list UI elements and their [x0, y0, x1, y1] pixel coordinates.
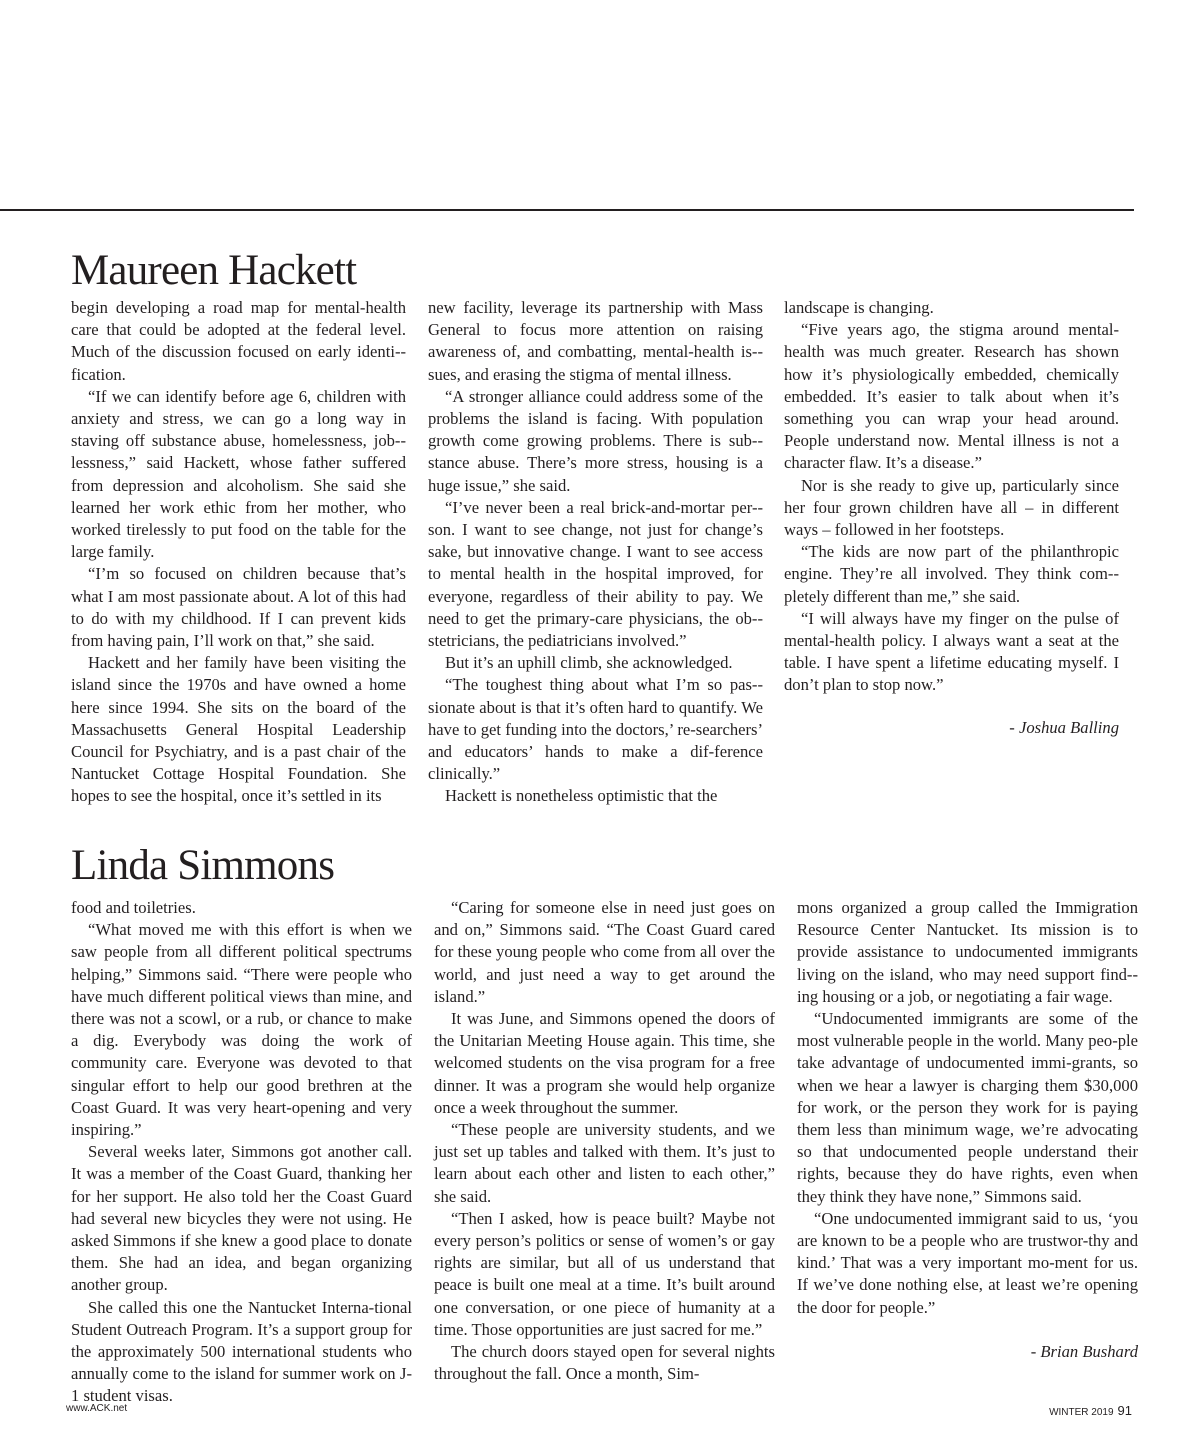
website-url: www.ACK.net [66, 1403, 128, 1414]
paragraph: Nor is she ready to give up, particularly since her four grown children have all – in different ways – followed in her footsteps. [784, 475, 1119, 540]
top-rule [0, 209, 1134, 211]
paragraph: Several weeks later, Simmons got another call. It was a member of the Coast Guard, thanking her for her support. He also told her the Coast Guard had several new bicycles they were not using. He asked Simmons if she knew a good place to donate them. She had an idea, and began organizing another group. [71, 1142, 412, 1295]
paragraph: Hackett and her family have been visiting the island since the 1970s and have owned a home here since 1994. She sits on the board of the Massachusetts General Hospital Leadership Council for Psychiatry, and is a past chair of the Nantucket Cottage Hospital Foundation. She hopes to see the hospital, once it’s settled in its [71, 653, 406, 806]
paragraph: begin developing a road map for mental-health care that could be adopted at the federal level. Much of the discussion focused on early identi-fication. [71, 298, 406, 384]
paragraph: “I will always have my finger on the pulse of mental-health policy. I always want a seat at the table. I have spent a lifetime educating myself. I don’t plan to stop now.” [784, 608, 1119, 695]
article-headline-linda-simmons: Linda Simmons [71, 842, 335, 889]
footer-website [66, 1403, 127, 1414]
page-number: 91 [1117, 1403, 1132, 1418]
paragraph: “One undocumented immigrant said to us, ‘you are known to be a people who are trustwor-thy and kind.’ That was a very important mo-ment for us. If we’ve done nothing else, at least we’re opening the door for people.” [797, 1208, 1138, 1317]
article-column-1 [71, 297, 406, 808]
issue-label: WINTER 2019 [1049, 1407, 1114, 1418]
paragraph: “The toughest thing about what I’m so pas-sionate about is that it’s often hard to quantify. We have to get funding into the doctors,’ re-searchers’ and educators’ hands to make a dif-ference clinically.” [428, 675, 763, 784]
article-column-1 [71, 897, 412, 1408]
article-column-3 [797, 897, 1138, 1363]
paragraph: “Then I asked, how is peace built? Maybe not every person’s politics or sense of women’s or gay rights are similar, but all of us understand that peace is built one meal at a time. It’s built around one conversation, or one piece of humanity at a time. Those opportunities are just sacred for me.” [434, 1208, 775, 1339]
paragraph: new facility, leverage its partnership with Mass General to focus more attention on raising awareness of, and combatting, mental-health is-sues, and erasing the stigma of mental illness. [428, 298, 763, 384]
article-column-2 [428, 297, 763, 808]
paragraph: “These people are university students, and we just set up tables and talked with them. It’s just to learn about each other and listen to each other,” she said. [434, 1120, 775, 1206]
paragraph: “What moved me with this effort is when we saw people from all different political spectrums helping,” Simmons said. “There were people who have much different political views than mine, and there was not a scowl, or a rub, or chance to make a dig. Everybody was doing the work of community care. Everyone was devoted to that singular effort to help our good brethren at the Coast Guard. It was very heart-opening and very inspiring.” [71, 920, 412, 1140]
paragraph: “If we can identify before age 6, children with anxiety and stress, we can go a long way in staving off substance abuse, homelessness, job-lessness,” said Hackett, whose father suffered from depression and alcoholism. She said she learned her work ethic from her mother, who worked tirelessly to put food on the table for the large family. [71, 386, 406, 562]
paragraph: But it’s an uphill climb, she acknowledged. [445, 653, 733, 673]
paragraph: “Caring for someone else in need just goes on and on,” Simmons said. “The Coast Guard cared for these young people who come from all over the world, and just need a way to get around the island.” [434, 898, 775, 1006]
paragraph: “I’m so focused on children because that’s what I am most passionate about. A lot of this had to do with my childhood. If I can prevent kids from having pain, I’ll work on that,” she said. [71, 564, 406, 651]
paragraph: It was June, and Simmons opened the doors of the Unitarian Meeting House again. This time, she welcomed students on the visa program for a free dinner. It was a program she would help organize once a week throughout the summer. [434, 1009, 775, 1117]
paragraph: “The kids are now part of the philanthropic engine. They’re all involved. They think com-pletely different than me,” she said. [784, 542, 1119, 606]
paragraph: Hackett is nonetheless optimistic that the [445, 786, 718, 806]
article-headline-maureen-hackett: Maureen Hackett [71, 247, 357, 294]
paragraph: food and toiletries. [71, 898, 196, 917]
paragraph: “A stronger alliance could address some of the problems the island is facing. With population growth come growing problems. There is sub-stance abuse. There’s more stress, housing is a huge issue,” she said. [428, 386, 763, 495]
article-column-3 [784, 297, 1119, 739]
paragraph: The church doors stayed open for several nights throughout the fall. Once a month, Sim- [434, 1342, 775, 1384]
paragraph: “I’ve never been a real brick-and-mortar per-son. I want to see change, not just for change’s sake, but innovative change. I want to see access to mental health in the hospital improved, for everyone, regardless of their ability to pay. We need to get the primary-care physicians, the ob-stetricians, the pediatricians involved.” [428, 497, 763, 651]
byline: - Brian Bushard [1030, 1341, 1138, 1361]
paragraph: landscape is changing. [784, 298, 934, 317]
footer-issue [1049, 1403, 1132, 1418]
paragraph: She called this one the Nantucket Interna-tional Student Outreach Program. It’s a support group for the approximately 500 international students who annually come to the island for summer work on J-1 student visas. [71, 1297, 412, 1406]
paragraph: mons organized a group called the Immigration Resource Center Nantucket. Its mission is to provide assistance to undocumented immigrants living on the island, who may need support find-ing housing or a job, or negotiating a fair wage. [797, 898, 1138, 1006]
article-column-2 [434, 897, 775, 1385]
paragraph: “Five years ago, the stigma around mental-health was much greater. Research has shown how it’s physiologically embedded, chemically embedded. It’s easier to talk about when it’s something you can wrap your head around. People understand now. Mental illness is not a character flaw. It’s a disease.” [784, 320, 1119, 473]
byline: - Joshua Balling [1009, 717, 1119, 737]
paragraph: “Undocumented immigrants are some of the most vulnerable people in the world. Many peo-ple take advantage of undocumented immi-grants, so when we hear a lawyer is charging them $30,000 for work, or the person they work for is paying them less than minimum wage, we’re advocating so that undocumented people understand their rights, because they do have rights, even when they think they have none,” Simmons said. [797, 1009, 1138, 1206]
